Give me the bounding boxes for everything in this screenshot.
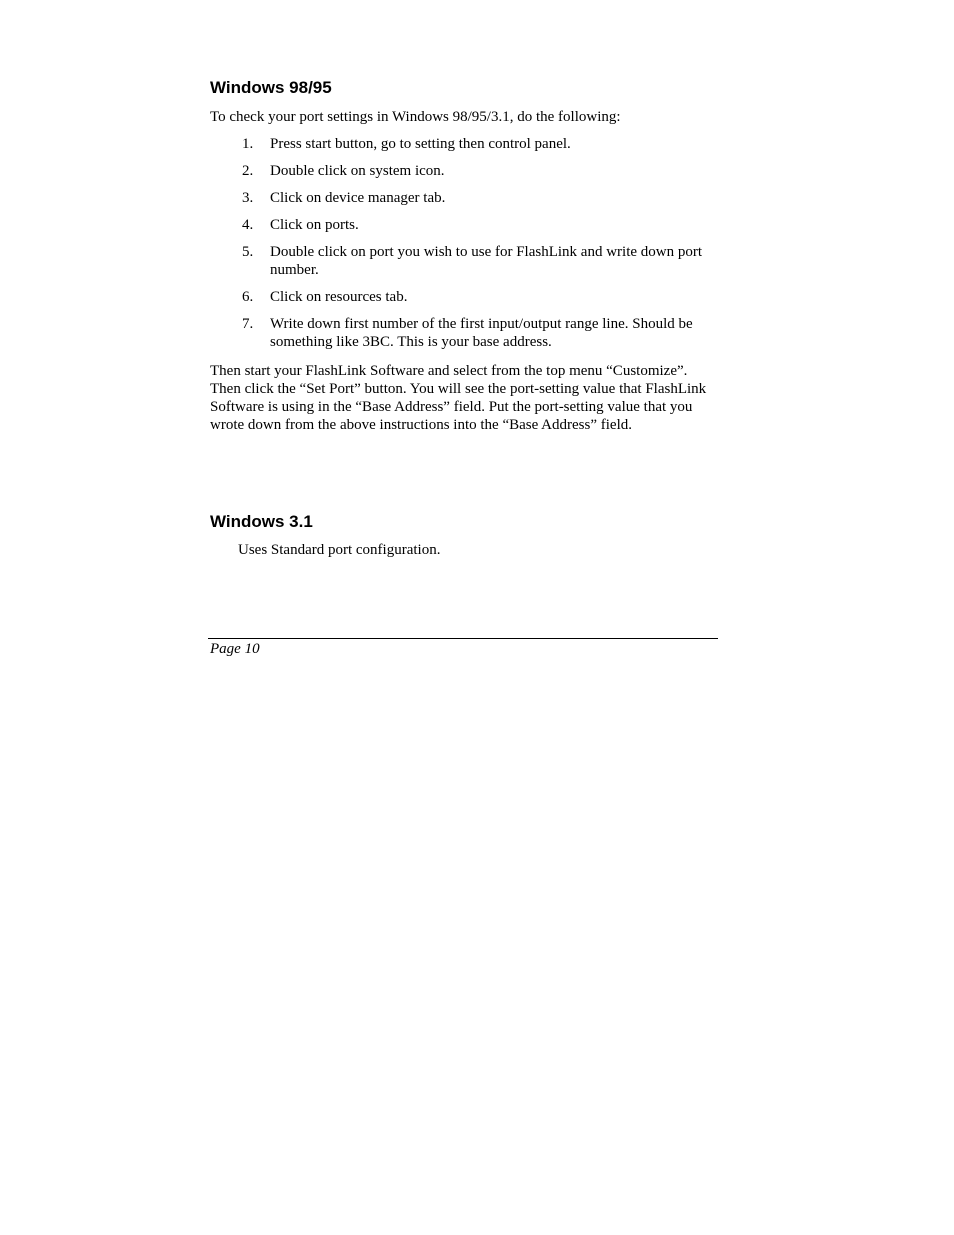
windows-3-1-text: Uses Standard port configuration. (238, 542, 441, 558)
list-item (210, 243, 712, 279)
step-number: 4. (242, 217, 254, 233)
step-number: 1. (242, 136, 254, 152)
list-item (210, 135, 712, 153)
steps-list (210, 135, 718, 360)
step-number: 6. (242, 289, 254, 305)
list-item (210, 315, 712, 351)
step-number: 5. (242, 244, 254, 260)
list-item (210, 162, 712, 180)
section-heading-windows-98-95: Windows 98/95 (210, 78, 332, 97)
step-text: Click on device manager tab. (270, 190, 446, 206)
step-text: Click on resources tab. (270, 289, 408, 305)
instructions-paragraph: Then start your FlashLink Software and select from the top menu “Customize”. Then click the “Set Port” button. You will see the port-setting value that FlashLink Software is using in the “Base Address” field. Put the port-setting value that you wrote down from the above instructions into the “Base Address” field. (210, 363, 707, 433)
list-item (210, 189, 712, 207)
section-heading-windows-3-1: Windows 3.1 (210, 512, 313, 531)
step-number: 7. (242, 316, 254, 332)
step-number: 2. (242, 163, 254, 179)
step-text: Write down first number of the first input/output range line. Should be something like 3BC. This is your base address. (270, 316, 693, 350)
step-text: Click on ports. (270, 217, 359, 233)
intro-paragraph: To check your port settings in Windows 98/95/3.1, do the following: (210, 109, 621, 125)
step-text: Double click on port you wish to use for FlashLink and write down port number. (270, 244, 703, 278)
list-item (210, 216, 712, 234)
list-item (210, 288, 712, 306)
step-text: Double click on system icon. (270, 163, 445, 179)
footer-divider (208, 638, 718, 639)
step-number: 3. (242, 190, 254, 206)
step-text: Press start button, go to setting then control panel. (270, 136, 571, 152)
page-number: Page 10 (210, 641, 260, 657)
